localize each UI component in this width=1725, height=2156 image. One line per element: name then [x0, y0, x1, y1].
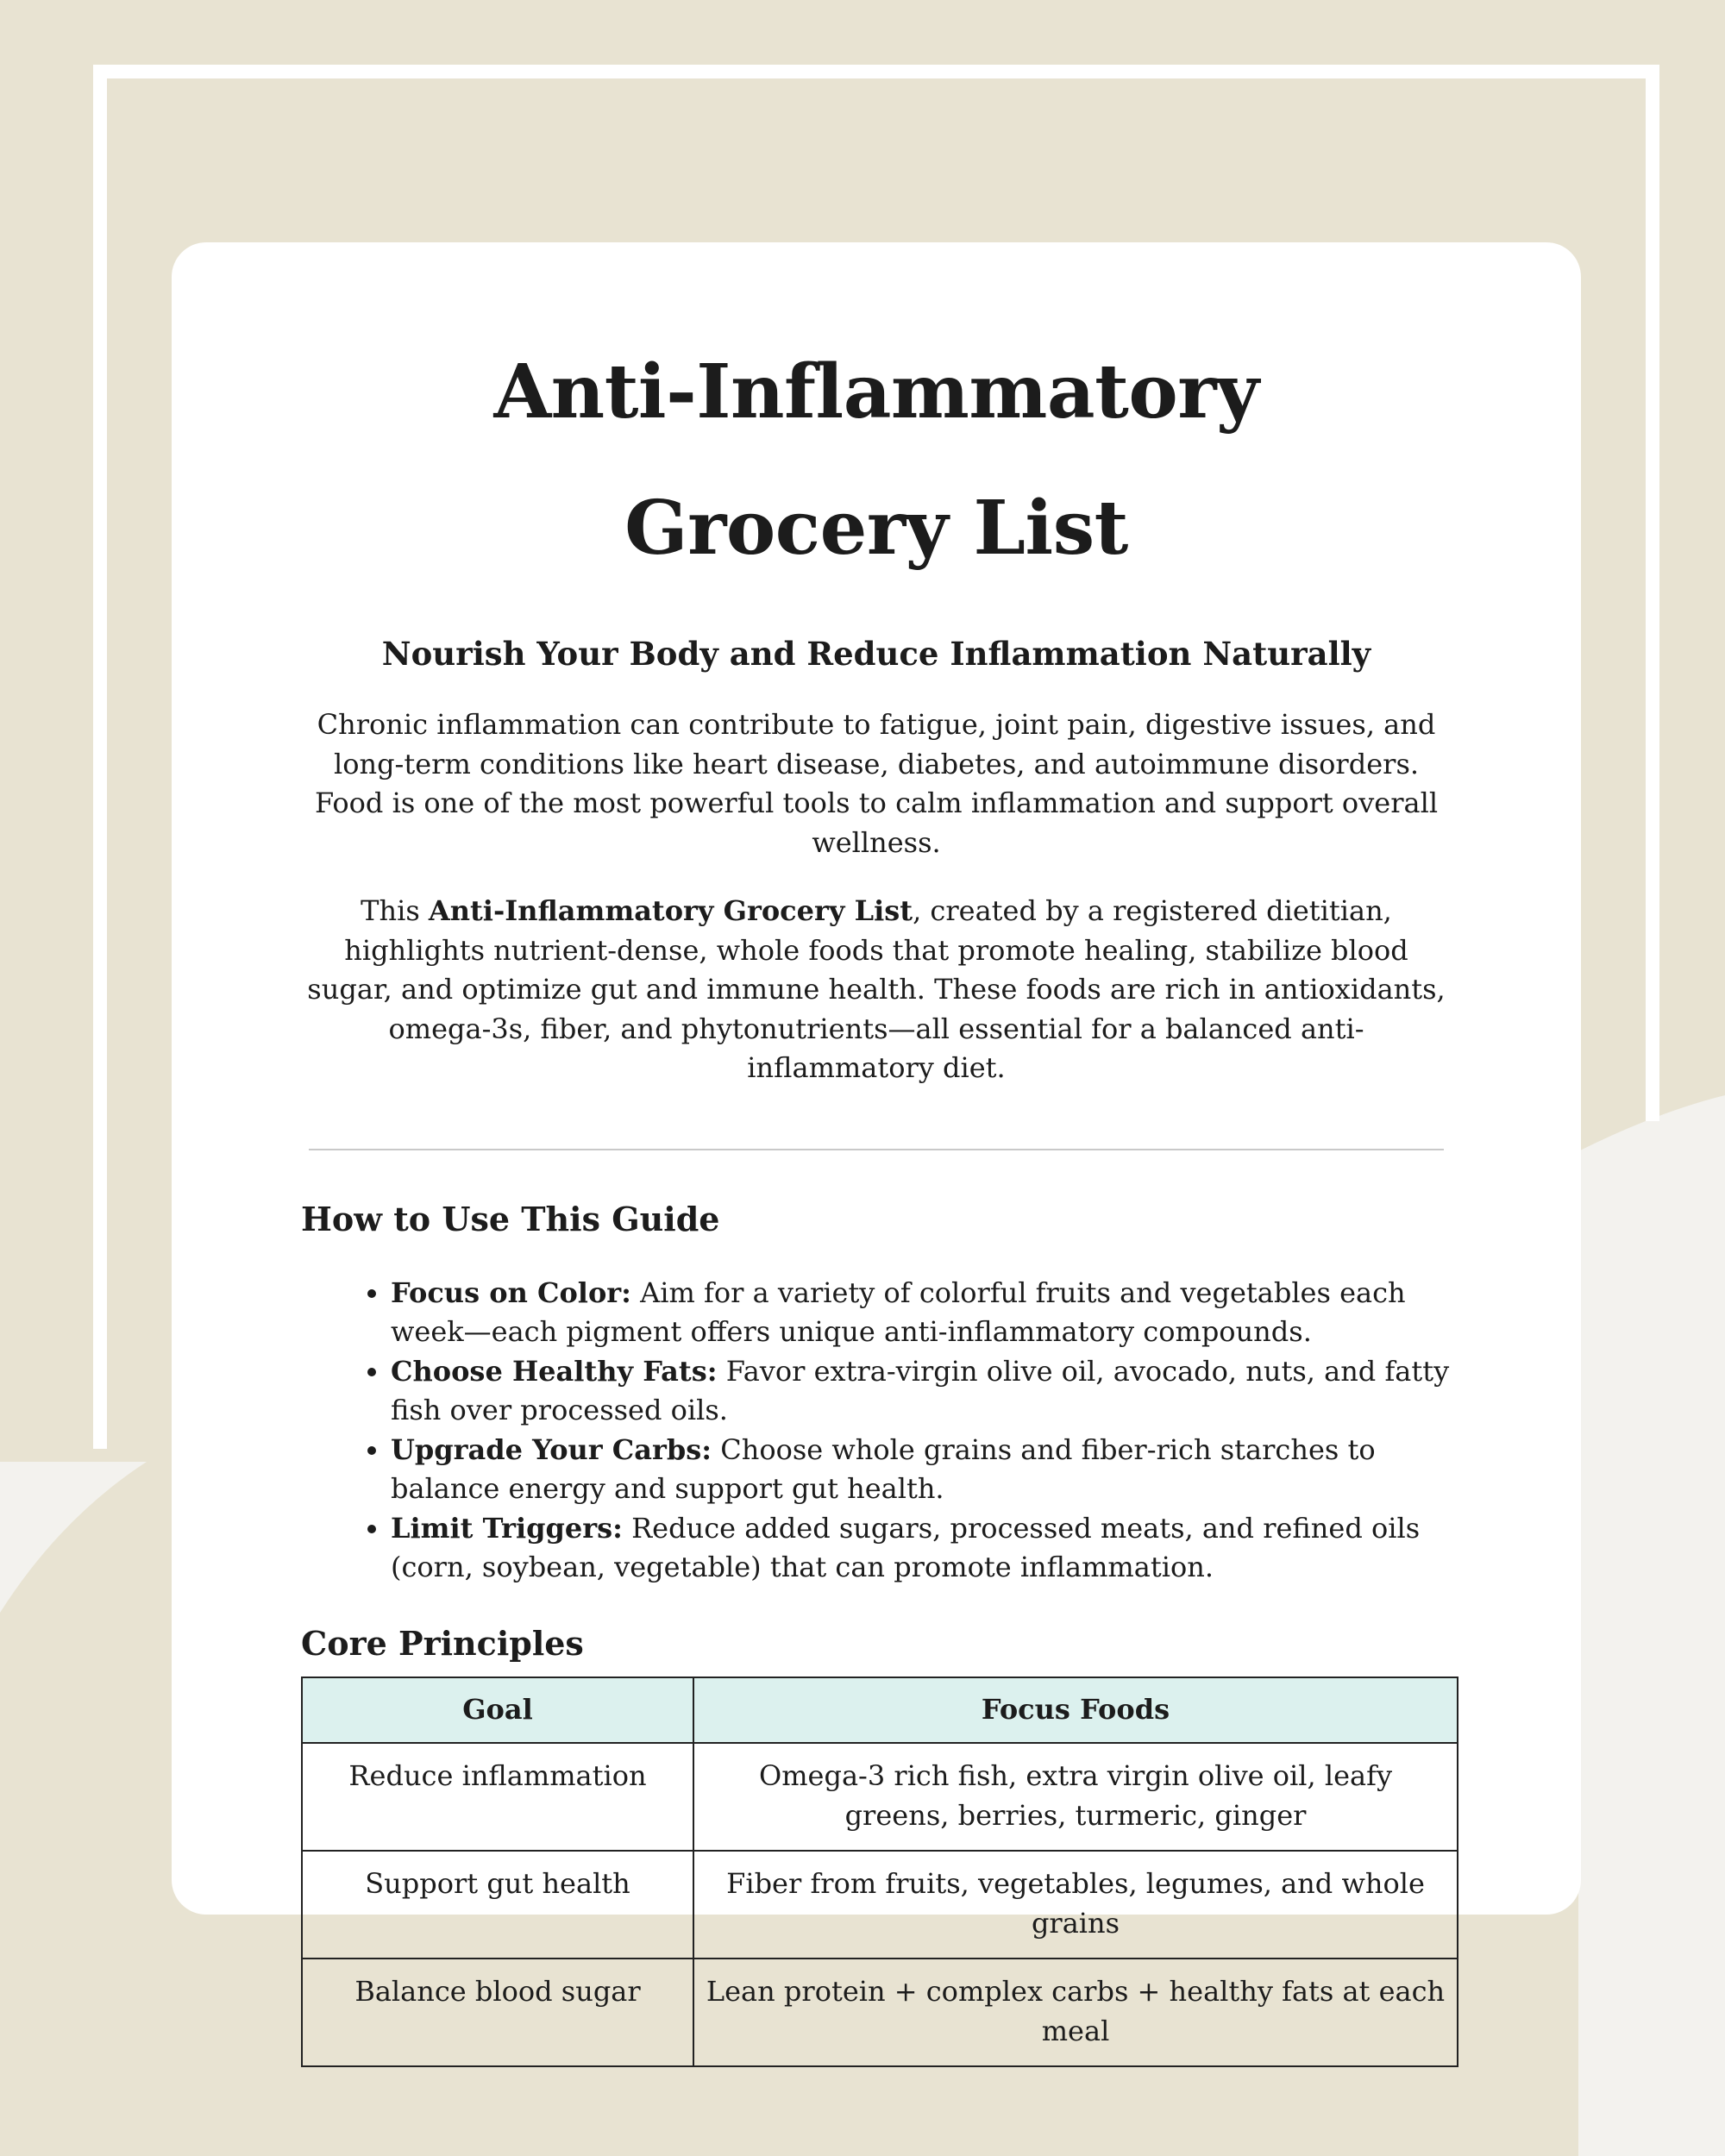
how-to-heading: How to Use This Guide — [301, 1199, 720, 1238]
list-item — [391, 1274, 1452, 1352]
page-title — [301, 242, 1452, 597]
table-header-row — [302, 1677, 1458, 1744]
intro-paragraph-2-bold: Anti-Inflammatory Grocery List — [428, 894, 913, 927]
cell-foods: Lean protein + complex carbs + healthy fats at each meal — [693, 1959, 1458, 2066]
content-card — [172, 242, 1581, 2047]
list-item-text: Favor extra-virgin olive oil, avocado, nuts, and fatty fish over processed oils. — [391, 1354, 1450, 1426]
list-item-text: Reduce added sugars, processed meats, and refined oils (corn, soybean, vegetable) that can promote inflammation. — [391, 1511, 1421, 1583]
cell-goal: Support gut health — [302, 1851, 693, 1959]
list-item — [391, 1352, 1452, 1431]
list-item-label: Choose Healthy Fats: — [391, 1354, 718, 1388]
cell-foods: Omega-3 rich fish, extra virgin olive oil, leafy greens, berries, turmeric, ginger — [693, 1743, 1458, 1851]
list-item-text: Choose whole grains and fiber-rich starches to balance energy and support gut health. — [391, 1432, 1376, 1505]
cell-goal: Reduce inflammation — [302, 1743, 693, 1851]
how-to-list — [301, 1274, 1452, 1588]
list-item-label: Upgrade Your Carbs: — [391, 1432, 712, 1466]
list-item-label: Limit Triggers: — [391, 1511, 623, 1545]
intro-paragraph-2 — [301, 892, 1452, 1088]
core-principles-heading: Core Principles — [301, 1623, 584, 1663]
table-row — [302, 1959, 1458, 2066]
intro-paragraph-2-start: This — [361, 894, 429, 927]
intro-paragraph-1: Chronic inflammation can contribute to fatigue, joint pain, digestive issues, and long-term conditions like heart disease, diabetes, and autoimmune disorders. Food is one of the most powerful tools to calm inflammation and support overall wellness. — [314, 708, 1439, 859]
cell-foods: Fiber from fruits, vegetables, legumes, and whole grains — [693, 1851, 1458, 1959]
header-focus-foods: Focus Foods — [693, 1677, 1458, 1744]
title-line-1: Anti-Inflammatory — [493, 348, 1259, 436]
list-item-text: Aim for a variety of colorful fruits and vegetables each week—each pigment offers unique anti-inflammatory compounds. — [391, 1275, 1406, 1348]
title-line-2: Grocery List — [624, 485, 1128, 572]
core-principles-table — [301, 1677, 1458, 2068]
intro-paragraph-2-end: , created by a registered dietitian, highlights nutrient-dense, whole foods that promote healing, stabilize blood sugar, and optimize gut and immune health. These foods are rich in antioxidants, omega-3s, fiber, and phytonutrients—all essential for a balanced anti-inflammatory diet. — [307, 894, 1446, 1084]
cell-goal: Balance blood sugar — [302, 1959, 693, 2066]
list-item — [391, 1431, 1452, 1509]
subtitle: Nourish Your Body and Reduce Inflammation Naturally — [381, 635, 1371, 673]
section-divider — [309, 1149, 1444, 1150]
list-item — [391, 1509, 1452, 1588]
table-row — [302, 1743, 1458, 1851]
table-row — [302, 1851, 1458, 1959]
list-item-label: Focus on Color: — [391, 1275, 631, 1309]
header-goal: Goal — [302, 1677, 693, 1744]
